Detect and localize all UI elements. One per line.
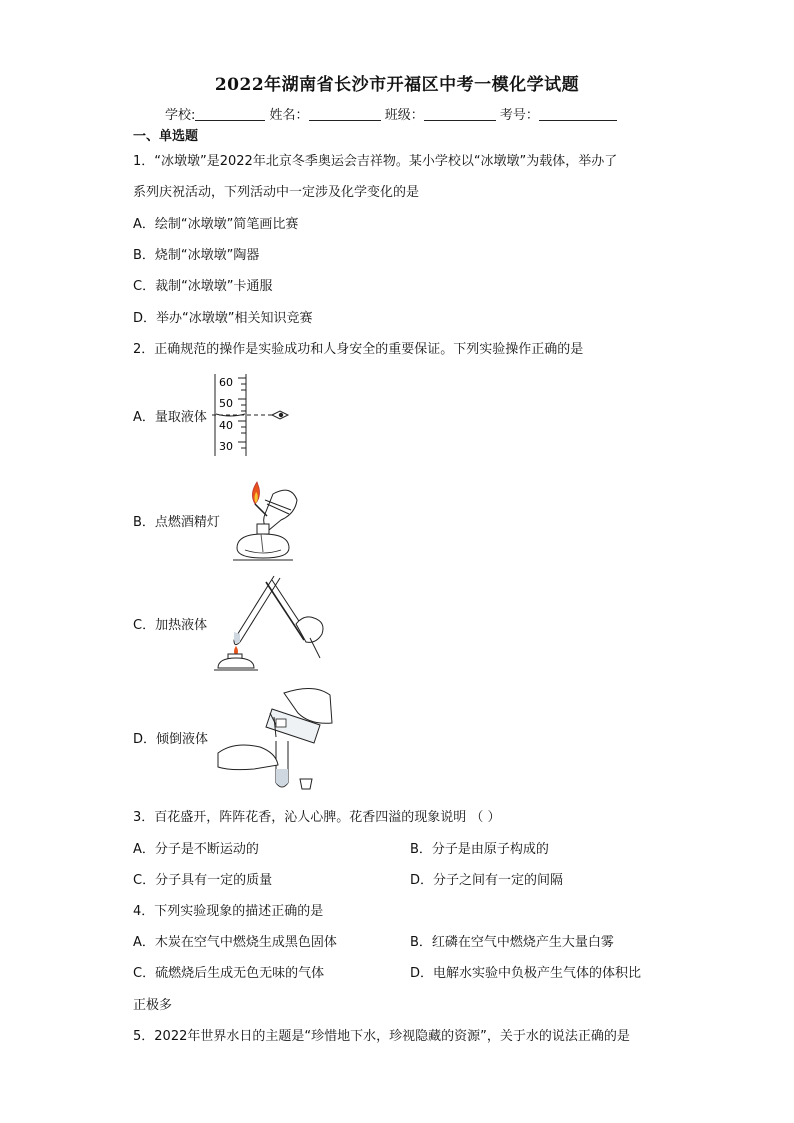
lighting-alcohol-lamp-figure bbox=[225, 474, 315, 564]
tick-label-60: 60 bbox=[219, 376, 233, 389]
q1-option-c: C．裁制“冰墩墩”卡通服 bbox=[133, 279, 273, 294]
hand-icon bbox=[296, 617, 323, 642]
q2-option-b: B．点燃酒精灯 bbox=[133, 515, 220, 530]
pouring-liquid-figure bbox=[214, 683, 344, 793]
name-label: 姓名： bbox=[269, 108, 309, 123]
tick-label-30: 30 bbox=[219, 440, 233, 453]
q4-option-b: B．红磷在空气中燃烧产生大量白雾 bbox=[410, 935, 614, 950]
q2-stem: 2．正确规范的操作是实验成功和人身安全的重要保证。下列实验操作正确的是 bbox=[133, 342, 584, 357]
class-blank[interactable] bbox=[424, 108, 496, 121]
q4-option-d: D．电解水实验中负极产生气体的体积比 bbox=[410, 966, 642, 981]
student-info-row bbox=[165, 104, 617, 123]
q1-stem-line2: 系列庆祝活动，下列活动中一定涉及化学变化的是 bbox=[133, 185, 420, 200]
q3-option-b: B．分子是由原子构成的 bbox=[410, 842, 549, 857]
hand-icon bbox=[218, 745, 278, 770]
q1-option-b: B．烧制“冰墩墩”陶器 bbox=[133, 248, 260, 263]
q2-option-c: C．加热液体 bbox=[133, 618, 208, 633]
exam-title: 2022年湖南省长沙市开福区中考一模化学试题 bbox=[214, 75, 580, 95]
q1-option-d: D．举办“冰墩墩”相关知识竞赛 bbox=[133, 311, 313, 326]
q4-option-c: C．硫燃烧后生成无色无味的气体 bbox=[133, 966, 325, 981]
q3-option-a: A．分子是不断运动的 bbox=[133, 842, 259, 857]
q3-stem: 3．百花盛开，阵阵花香，沁人心脾。花香四溢的现象说明 （ ） bbox=[133, 810, 501, 825]
section-title: 一、单选题 bbox=[133, 129, 199, 144]
class-label: 班级： bbox=[384, 108, 424, 123]
school-blank[interactable] bbox=[195, 108, 265, 121]
q2-option-a: A．量取液体 bbox=[133, 410, 207, 425]
tick-label-50: 50 bbox=[219, 397, 233, 410]
q4-stem: 4．下列实验现象的描述正确的是 bbox=[133, 904, 324, 919]
school-label: 学校: bbox=[165, 108, 196, 123]
q2-option-d: D．倾倒液体 bbox=[133, 732, 209, 747]
q3-option-d: D．分子之间有一定的间隔 bbox=[410, 873, 564, 888]
q5-stem: 5．2022年世界水日的主题是“珍惜地下水，珍视隐藏的资源”，关于水的说法正确的是 bbox=[133, 1029, 630, 1044]
exam-no-label: 考号： bbox=[499, 108, 539, 123]
q4-option-a: A．木炭在空气中燃烧生成黑色固体 bbox=[133, 935, 337, 950]
heating-liquid-figure bbox=[212, 572, 332, 672]
q1-stem-line1: 1．“冰墩墩”是2022年北京冬季奥运会吉祥物。某小学校以“冰墩墩”为载体，举办了 bbox=[133, 154, 618, 169]
tick-label-40: 40 bbox=[219, 419, 233, 432]
bottle-stopper-icon bbox=[300, 779, 312, 789]
q3-option-c: C．分子具有一定的质量 bbox=[133, 873, 273, 888]
q4-option-d-continuation: 正极多 bbox=[133, 998, 173, 1013]
measuring-cylinder-figure bbox=[210, 372, 300, 458]
name-blank[interactable] bbox=[309, 108, 381, 121]
q1-option-a: A．绘制“冰墩墩”简笔画比赛 bbox=[133, 217, 299, 232]
exam-no-blank[interactable] bbox=[539, 108, 617, 121]
